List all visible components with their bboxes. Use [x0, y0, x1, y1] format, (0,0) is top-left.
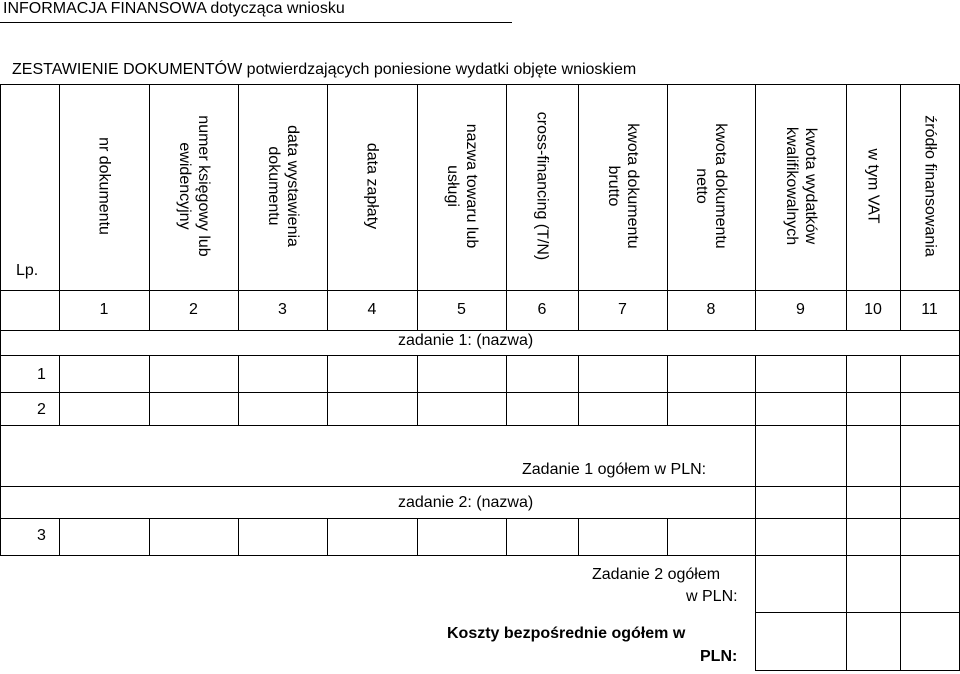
- header-cell: [149, 84, 238, 287]
- header-kwota-wydatkow: kwota wydatków kwalifikowalnych: [782, 126, 819, 245]
- header-cell: [506, 84, 578, 287]
- table-line: [506, 355, 507, 425]
- header-cell: [578, 84, 667, 287]
- header-cell: [59, 84, 149, 287]
- task1-label: zadanie 1: (nazwa): [398, 332, 534, 349]
- table-line: [0, 355, 960, 356]
- task1-total-label: Zadanie 1 ogółem w PLN:: [522, 461, 707, 478]
- table-line: [0, 425, 960, 426]
- column-number: 4: [367, 301, 377, 318]
- row-number: 1: [37, 366, 46, 383]
- column-number: 2: [189, 301, 198, 318]
- header-cell: [900, 84, 959, 287]
- direct-costs-line2: PLN:: [700, 648, 738, 665]
- header-cell: [846, 84, 900, 287]
- table-line: [0, 330, 960, 331]
- header-kwota-brutto: kwota dokumentu brutto: [604, 122, 641, 249]
- table-line: [417, 355, 418, 425]
- table-line: [59, 355, 60, 425]
- header-kwota-netto: kwota dokumentu netto: [693, 122, 729, 249]
- task2-label: zadanie 2: (nazwa): [398, 494, 534, 511]
- row-number: 3: [37, 527, 46, 544]
- table-line: [900, 355, 901, 670]
- header-nr-dokumentu: nr dokumentu: [95, 136, 113, 235]
- column-number: 7: [618, 301, 627, 318]
- table-line: [327, 518, 328, 555]
- task2-total-line1: Zadanie 2 ogółem: [592, 566, 721, 583]
- task2-total-line2: w PLN:: [686, 588, 738, 605]
- header-cell: [327, 84, 417, 287]
- section-title: INFORMACJA FINANSOWA dotycząca wniosku: [3, 0, 345, 17]
- column-number: 6: [537, 301, 547, 318]
- table-line: [327, 355, 328, 425]
- column-number: 8: [706, 301, 716, 318]
- table-line: [506, 518, 507, 555]
- table-line: [667, 355, 668, 425]
- table-line: [578, 518, 579, 555]
- header-cell: [417, 84, 506, 287]
- header-cell: [755, 84, 846, 287]
- table-line: [0, 486, 960, 487]
- column-number: 5: [457, 301, 466, 318]
- table-line: [755, 670, 960, 671]
- header-data-zaplaty: data zapłaty: [363, 142, 381, 229]
- table-line: [667, 518, 668, 555]
- header-cell: [238, 84, 327, 287]
- table-line: [149, 518, 150, 555]
- table-line: [578, 355, 579, 425]
- table-line: [0, 84, 1, 555]
- table-line: [59, 518, 60, 555]
- table-line: [0, 518, 960, 519]
- table-line: [238, 518, 239, 555]
- table-title: ZESTAWIENIE DOKUMENTÓW potwierdzających poniesione wydatki objęte wnioskiem: [12, 61, 637, 78]
- header-zrodlo-finansowania: źródło finansowania: [921, 114, 938, 257]
- table-line: [238, 355, 239, 425]
- column-number: 11: [921, 301, 938, 318]
- header-data-wystawienia: data wystawienia dokumentu: [264, 124, 301, 247]
- header-cell: [667, 84, 755, 287]
- header-nazwa-towaru: nazwa towaru lub usługi: [443, 123, 480, 248]
- column-number: 9: [796, 301, 805, 318]
- table-line: [0, 392, 960, 393]
- header-cross-financing: cross-financing (T/N): [533, 111, 551, 260]
- table-line: [846, 355, 847, 670]
- column-number: 1: [99, 301, 109, 318]
- header-numer-ksiegowy: numer księgowy lub ewidencyjny: [175, 114, 212, 257]
- column-number: 10: [864, 301, 882, 318]
- header-w-tym-vat: w tym VAT: [864, 148, 882, 223]
- header-lp: Lp.: [16, 262, 39, 279]
- table-line: [417, 518, 418, 555]
- table-line: [755, 355, 756, 670]
- row-number: 2: [37, 401, 46, 418]
- table-line: [755, 612, 960, 613]
- column-number: 3: [278, 301, 287, 318]
- table-line: [0, 555, 960, 556]
- table-line: [149, 355, 150, 425]
- direct-costs-line1: Koszty bezpośrednie ogółem w: [447, 625, 686, 642]
